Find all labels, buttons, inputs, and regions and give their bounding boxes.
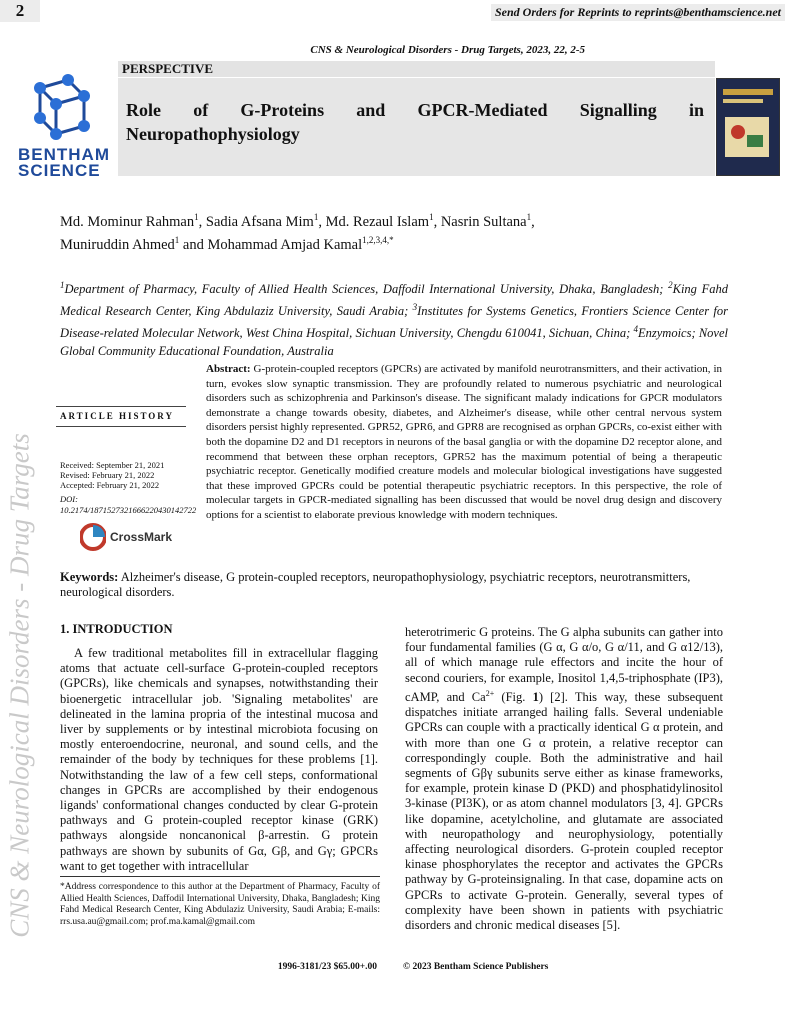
article-history-title: ARTICLE HISTORY: [60, 411, 174, 421]
crossmark-icon: [80, 522, 106, 552]
copyright: © 2023 Bentham Science Publishers: [403, 962, 549, 972]
article-title: Role of G-Proteins and GPCR-Mediated Signalling in Neuropathophysiology: [126, 100, 704, 144]
abstract: Abstract: G-protein-coupled receptors (GPCRs) are activated by manifold neurotransmitters, and their activation, in turn, evokes slow synaptic transmission. They are profoundly related to numerous psychiatric and neurological disorders such as schizophrenia and Parkinson's disease. The significant malady indications for GPCR modulators demonstrate a change towards obesity, diabetes, and Alzheimer's disease, while other central nervous system disorders persist highly represented. GPR52, GPR6, and GPR8 are recognised as orphan GPCRs, co-exist either with both the dopamine D2 and D1 receptors in neurons of the basal ganglia or with the dopamine D2 receptor alone, and recommend that between these orphan receptors, GPR52 has the maximum potential of being a therapeutic psychiatric receptor. Genetically modified creature models and molecular biological investigations have suggested that these improved GPCRs could be potential therapeutic psychiatric receptors. In this perspective, the role of molecular targets in GPCR-mediated signalling has been discussed that would be novel drug design and discovery options for a scientist to elaborate previous knowledge with modern techniques.: [206, 363, 723, 521]
correspondence-footnote: *Address correspondence to this author at the Department of Pharmacy, Faculty of Allied Health Sciences, Daffodil International University, Dhaka, Bangladesh; King Fahd Medical Research Center, King Abdulaziz University, Saudi Arabia; E-mails: rrs.usa.au@gmail.com; prof.ma.kamal@gmail.com: [60, 882, 380, 927]
journal-citation: CNS & Neurological Disorders - Drug Targets, 2023, 22, 2-5: [310, 44, 585, 56]
section-heading: 1. INTRODUCTION: [60, 622, 173, 636]
keywords: Keywords: Alzheimer's disease, G protein-coupled receptors, neuropathophysiology, psychiatric receptors, neurotransmitters, neurological disorders.: [60, 570, 691, 599]
reprints-notice: Send Orders for Reprints to reprints@benthamscience.net: [491, 4, 785, 21]
molecule-icon: [18, 74, 118, 142]
journal-cover-thumbnail: [716, 78, 780, 176]
intro-column-2: heterotrimeric G proteins. The G alpha subunits can gather into four fundamental families (G α, G α/o, G α/11, and G α12/13), all of which manage rule effectors and incite the hour of second couriers, for example, Inositol 1,4,5-triphosphate (IP3), cAMP, and $Ca^{2+}$ (Fig. 1) [2]. This way, these subsequent dispatches initiate arranged hailing falls. Several undeniable GPCRs can couple with a practically identical G α protein, and with more than one G α protein, a relative receptor can correspondingly couple. Both the administrative and hail segments of Gβγ subunits serve either as kinase frameworks, for example, protein kinase D (PKD) and phosphatidylinositol 3-kinase (PI3K), or as atom channel modulators [3, 4]. GPCRs like dopamine, acetylcholine, and glutamate are associated with neuropathology and neurophysiology, potentially affecting neurological disorders. G-protein coupled receptor kinase phosphorylates the receptor and activates the GPCRs pathway by G-proteinsignaling. In that case, dopamine acts on GPCRs to activate G-protein. Generally, several types of complexity have been shown in patients with psychiatric disorders and chronic medical diseases [5].: [405, 625, 723, 933]
logo-line2: SCIENCE: [18, 161, 101, 180]
doi[interactable]: DOI: 10.2174/1871527321666220430142722: [60, 494, 197, 515]
logo-line1: BENTHAM: [18, 145, 110, 164]
history-dates: Received: September 21, 2021 Revised: February 21, 2022 Accepted: February 21, 2022: [60, 460, 165, 490]
affiliations: $^1$Department of Pharmacy, Faculty of Allied Health Sciences, Daffodil International University, Dhaka, Bangladesh; $^2$King Fahd Medical Research Center, King Abdulaziz University, Saudi Arabia; $^3$Institutes for Systems Genetics, Frontiers Science Center for Disease-related Molecular Network, West China Hospital, Sichuan University, Chengdu 610041, Sichuan, China; $^4$Enzymoics; Novel Global Community Educational Foundation, Australia: [60, 280, 729, 359]
author-list: Md. Mominur Rahman$^1$, Sadia Afsana Mim$^1$, Md. Rezaul Islam$^1$, Nasrin Sultana$^1$, Muniruddin Ahmed$^1$ and Mohammad Amjad Kamal$^{1,2,3,4,*}$: [60, 212, 535, 253]
crossmark-badge[interactable]: CrossMark: [80, 522, 172, 552]
issn-price: 1996-3181/23 $65.00+.00: [277, 962, 377, 972]
history-rule-bottom: [56, 426, 186, 427]
history-rule-top: [56, 406, 186, 407]
journal-watermark: CNS & Neurological Disorders - Drug Targets: [4, 433, 35, 938]
bentham-logo: [18, 74, 118, 179]
page-number: 2: [0, 0, 40, 22]
intro-column-1: A few traditional metabolites fill in extracellular flagging atoms that actuate cell-surface G-protein-coupled receptors (GPCRs), like chemicals and synapses, notwithstanding their bioenergetic intracellular job. 'Signaling metabolites' are delineated in the lamina propria of the intestinal mucosa and liver by supplements or by intestinal microbiota focusing on mostly enteroendocrine, neuronal, and sound cells, and the remainder of the body by techniques for these problems [1]. Notwithstanding the law of a few cell steps, conformational changes in GPCRs are accomplished by their endogenous ligands' conformational changes conducted by clear G-protein pathways and G protein-coupled receptor kinase (GRK) pathways alongside noncanonical β-arrestin. G protein pathways are shown by subunits of Gα, Gβ, and Gγ; GPCRs want to get together with intracellular: [60, 646, 378, 873]
footnote-rule: [60, 876, 380, 877]
article-type: PERSPECTIVE: [118, 61, 715, 77]
